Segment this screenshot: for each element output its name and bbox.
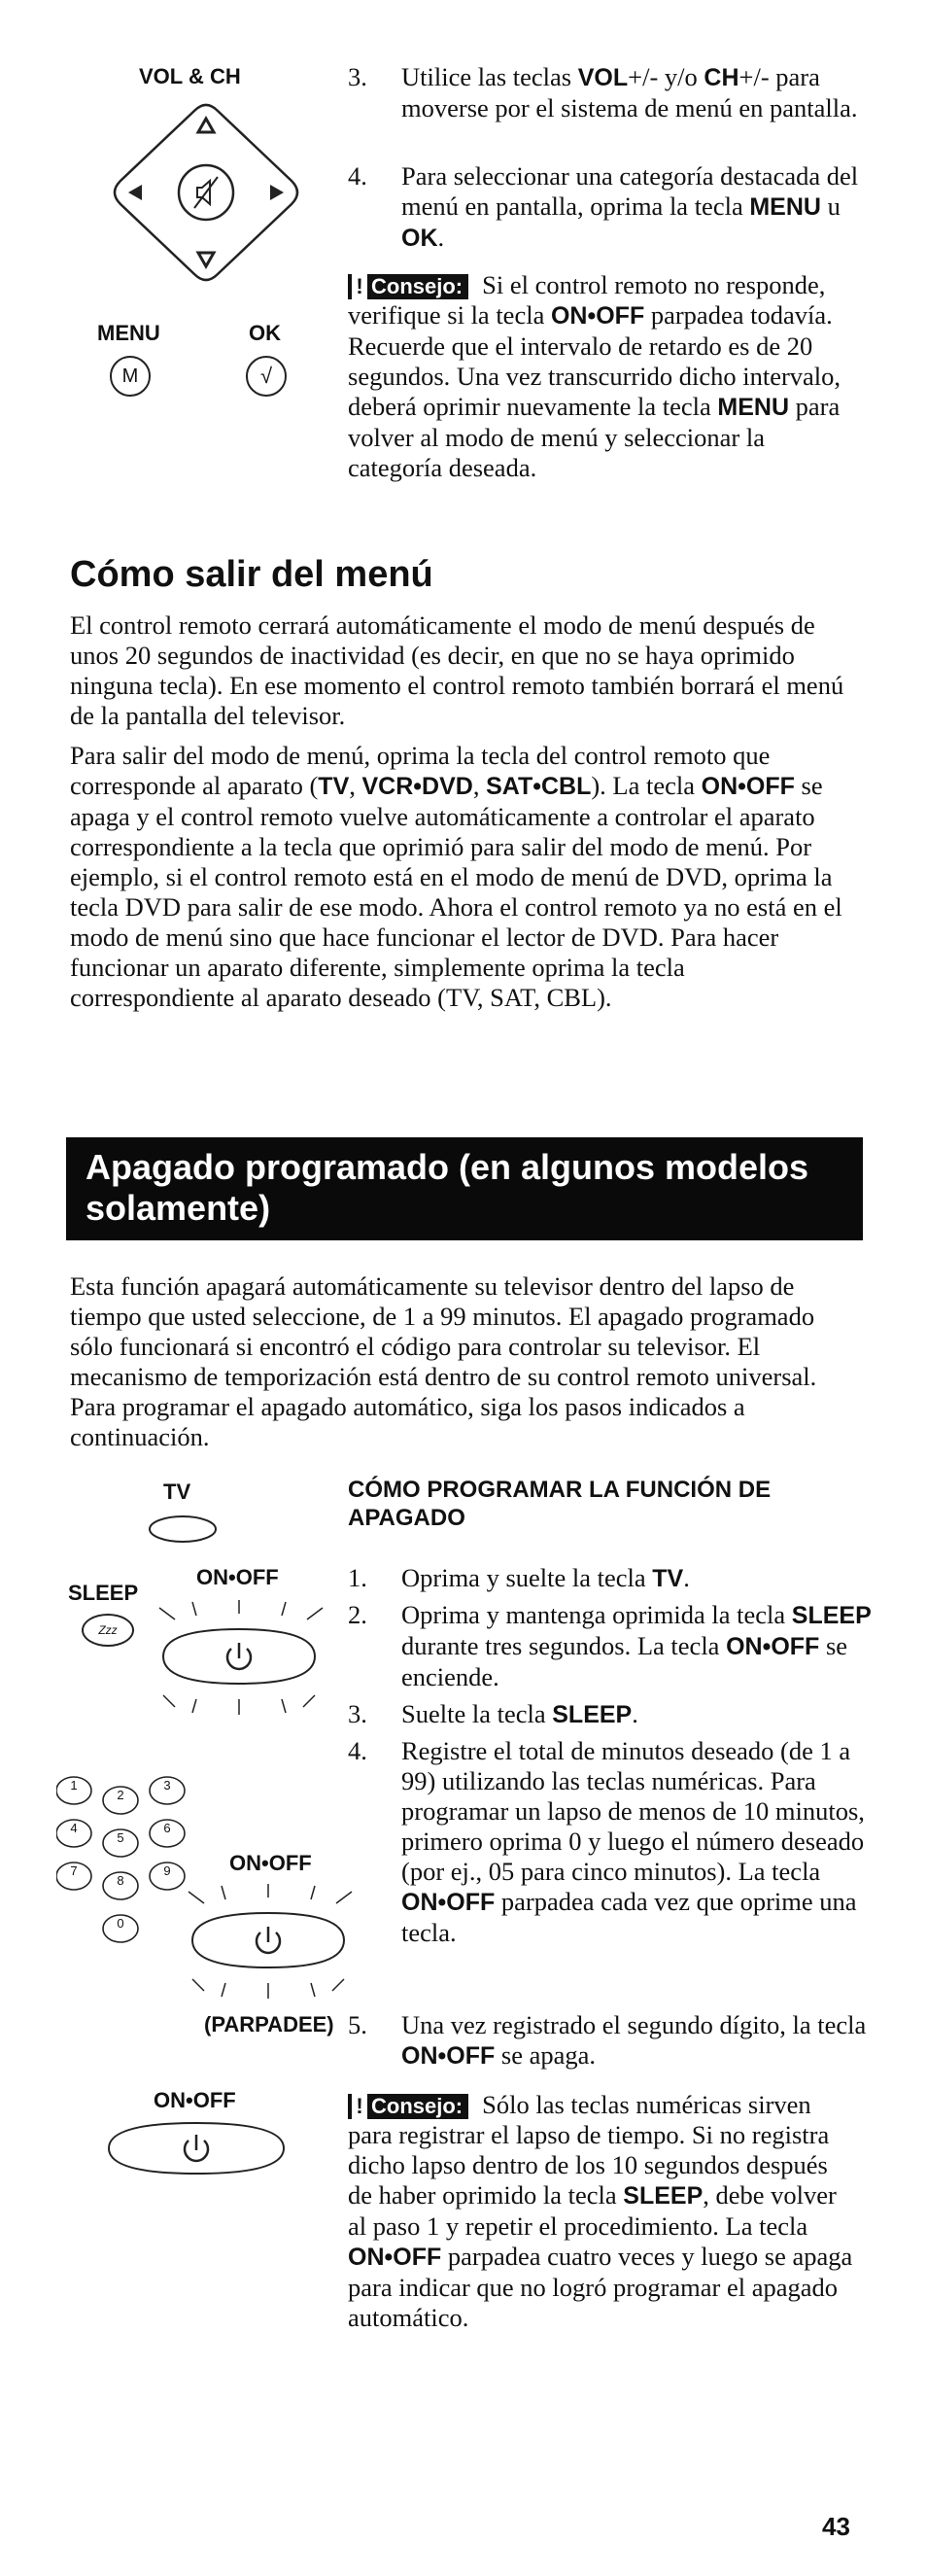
tip-text: Sólo las teclas numéricas sirven para registrar el lapso de tiempo. Si no registra dicho lapso dentro de los 10 segundos después de haber oprimido la tecla [348, 2090, 830, 2210]
sleep-key-ref: SLEEP [552, 1701, 633, 1728]
vol-ch-label: VOL & CH [139, 64, 241, 88]
power-icon [227, 1643, 251, 1669]
sleep-heading: CÓMO PROGRAMAR LA FUNCIÓN DE APAGADO [348, 1477, 772, 1531]
sleep-step-text: se enciende. [401, 1631, 848, 1691]
tip-2 [348, 2090, 853, 2333]
tip-text: parpadea cuatro veces y luego se apaga para indicar que no logró programar el apagado automático. [348, 2242, 853, 2332]
digit-key-2: 2 [117, 1788, 124, 1802]
paragraph-text: se apaga y el control remoto vuelve automáticamente a controlar el aparato correspondiente a la tecla que oprimió para salir del modo de menú. Por ejemplo, si el control remoto está en el modo de menú de DVD, oprima la tecla DVD para salir de ese modo. Ahora el control remoto ya no está en el modo de menú sino que hace funcionar el lector de DVD. Para hacer funcionar un aparato diferente, simplemente oprima la tecla correspondiente al aparato deseado (TV, SAT, CBL). [70, 771, 842, 1012]
sleep-key [82, 1614, 134, 1647]
sleep-step-text: . [683, 1563, 690, 1592]
sleep-key-ref: SLEEP [791, 1602, 872, 1629]
tip-1 [348, 270, 853, 483]
tv-label: TV [163, 1479, 191, 1504]
left-arrow-icon [128, 185, 142, 200]
tip-text: , debe volver al paso 1 y repetir el procedimiento. La tecla [348, 2180, 837, 2241]
ok-key [246, 356, 287, 397]
menu-step-4 [348, 161, 863, 259]
sleep-step-text: Oprima y mantenga oprimida la tecla [401, 1600, 792, 1629]
tip-text: Si el control remoto no responde, verifique si la tecla [348, 270, 826, 330]
onoff-key-ref: ON•OFF [401, 1889, 496, 1916]
ch-key-ref: CH [704, 64, 739, 91]
menu-step-text: Para seleccionar una categoría destacada del menú en pantalla, oprima la tecla [401, 161, 859, 221]
onoff-key-ref: ON•OFF [701, 773, 795, 800]
digit-key-4: 4 [70, 1821, 78, 1835]
vcr-dvd-key-ref: VCR•DVD [361, 773, 473, 800]
sleep-step-text: Registre el total de minutos deseado (de 1 a 99) utilizando las teclas numéricas. Para programar un lapso de menos de 10 minutos, primero oprima 0 y luego el número deseado (por ej., 05 para cinco minutos). La tecla [401, 1736, 865, 1886]
power-icon [185, 2135, 208, 2161]
menu-key [110, 356, 151, 397]
power-icon [257, 1927, 280, 1953]
sleep-step-text: Una vez registrado el segundo dígito, la tecla [401, 2010, 867, 2039]
onoff-key-ref: ON•OFF [726, 1633, 820, 1660]
vol-key-ref: VOL [577, 64, 629, 91]
sleep-intro: Esta función apagará automáticamente su televisor dentro del lapso de tiempo que usted seleccione, de 1 a 99 minutos. El apagado programado sólo funcionará si encontró el código para controlar su televisor. El mecanismo de temporización está dentro de su control remoto universal. Para programar el apagado automático, siga los pasos indicados a continuación. [70, 1271, 817, 1451]
blink-rays-bottom [192, 1979, 344, 1999]
sleep-key-ref: SLEEP [623, 2182, 704, 2210]
sleep-step-2 [348, 1600, 872, 1697]
blink-label: (PARPADEE) [204, 2012, 334, 2036]
sat-cbl-key-ref: SAT•CBL [486, 773, 592, 800]
sleep-step-1 [348, 1563, 863, 1596]
menu-step-number: 3. [348, 62, 367, 91]
onoff-key-blinking-1 [146, 1594, 340, 1721]
sleep-section-banner: Apagado programado (en algunos modelos solamente) [66, 1137, 863, 1240]
onoff-label-2: ON•OFF [229, 1851, 312, 1875]
exclamation-icon: ! [352, 274, 367, 299]
sleep-step-text: parpadea cada vez que oprime una tecla. [401, 1887, 857, 1947]
tip-text: parpadea todavía. Recuerde que el intervalo de retardo es de 20 segundos. Una vez transcurrido dicho intervalo, deberá oprimir nuevamente la tecla [348, 300, 841, 421]
page-number: 43 [822, 2512, 850, 2541]
tv-key-ref: TV [652, 1565, 684, 1592]
tip-badge [348, 274, 468, 299]
onoff-key-ref: ON•OFF [348, 2244, 442, 2271]
onoff-key-ref: ON•OFF [550, 302, 645, 330]
onoff-key-off [99, 2109, 293, 2187]
exclamation-icon: ! [352, 2094, 367, 2119]
tv-key-ref: TV [318, 773, 350, 800]
tip-badge-label: Consejo: [371, 274, 464, 298]
tip-badge [348, 2094, 468, 2119]
sleep-step-text: durante tres segundos. La tecla [401, 1631, 727, 1660]
exit-menu-body [70, 610, 847, 1023]
menu-step-text: u [820, 191, 841, 221]
menu-key-ref: MENU [717, 394, 789, 421]
menu-label: MENU [97, 321, 160, 345]
ok-key-ref: OK [401, 225, 438, 252]
sleep-zzz-icon: Zzz [98, 1623, 118, 1637]
tv-key [144, 1513, 222, 1546]
down-arrow-icon [198, 253, 214, 266]
menu-step-text: Utilice las teclas [401, 62, 578, 91]
sleep-step-3 [348, 1699, 863, 1732]
tip-text: para volver al modo de menú y seleccionar la categoría deseada. [348, 392, 841, 482]
blink-rays-top [159, 1600, 323, 1619]
digit-key-3: 3 [163, 1778, 171, 1793]
sleep-step-5 [348, 2010, 867, 2078]
right-arrow-icon [270, 185, 284, 200]
sleep-step-text: . [632, 1699, 638, 1728]
sleep-step-number: 3. [348, 1699, 367, 1728]
exit-paragraph-1: El control remoto cerrará automáticamente el modo de menú después de unos 20 segundos de inactividad (es decir, en que no se haya oprimido ninguna tecla). En ese momento el control remoto también borrará el menú de la pantalla del televisor. [70, 610, 844, 730]
onoff-label-3: ON•OFF [154, 2088, 236, 2112]
sleep-step-text: se apaga. [495, 2040, 596, 2070]
dpad-illustration [97, 97, 321, 292]
digit-key-7: 7 [70, 1863, 78, 1878]
menu-step-text: +/- para moverse por el sistema de menú en pantalla. [401, 62, 858, 122]
sleep-step-4 [348, 1736, 863, 1989]
digit-key-8: 8 [117, 1873, 124, 1888]
up-arrow-icon [198, 119, 214, 132]
mute-icon [194, 177, 218, 208]
onoff-key-blinking-2 [175, 1878, 369, 2004]
menu-step-number: 4. [348, 161, 367, 191]
sleep-step-number: 4. [348, 1736, 367, 1765]
ok-label: OK [249, 321, 281, 345]
menu-step-3 [348, 62, 863, 159]
menu-step-text: +/- y/o [628, 62, 704, 91]
exit-menu-title: Cómo salir del menú [70, 554, 433, 595]
paragraph-text: Para salir del modo de menú, oprima la tecla del control remoto que corresponde al aparato ( [70, 741, 771, 800]
sleep-step-text: Suelte la tecla [401, 1699, 553, 1728]
tip-badge-label: Consejo: [371, 2094, 464, 2118]
exit-paragraph-2: Para salir del modo de menú, oprima la tecla del control remoto que corresponde al aparato (TV, VCR•DVD, SAT•CBL). La tecla ON•OFF se apaga y el control remoto vuelve automáticamente a controlar el aparato correspondiente a la tecla que oprimió para salir del modo de menú. Por ejemplo, si el control remoto está en el modo de menú de DVD, oprima la tecla DVD para salir de ese modo. Ahora el control remoto ya no está en el modo de menú sino que hace funcionar el lector de DVD. Para hacer funcionar un aparato diferente, simplemente oprima la tecla correspondiente al aparato deseado (TV, SAT, CBL). [70, 741, 842, 1012]
digit-key-9: 9 [163, 1863, 171, 1878]
keypad-digits [56, 1775, 192, 1969]
digit-key-0: 0 [117, 1916, 124, 1931]
menu-step-text: . [437, 223, 445, 252]
digit-key-5: 5 [117, 1830, 124, 1845]
digit-key-6: 6 [163, 1821, 171, 1835]
sleep-step-number: 2. [348, 1600, 367, 1629]
sleep-step-number: 5. [348, 2010, 367, 2039]
digit-key-1: 1 [70, 1778, 78, 1793]
menu-key-glyph: M [121, 366, 139, 387]
paragraph-text: ). La tecla [591, 771, 702, 800]
blink-rays-bottom [163, 1695, 315, 1715]
sleep-step-text: Oprima y suelte la tecla [401, 1563, 653, 1592]
sleep-step-number: 1. [348, 1563, 367, 1592]
onoff-label-1: ON•OFF [196, 1565, 279, 1589]
check-icon: √ [259, 364, 273, 388]
menu-key-ref: MENU [749, 193, 821, 221]
onoff-key-ref: ON•OFF [401, 2042, 496, 2070]
sleep-label: SLEEP [68, 1581, 139, 1605]
blink-rays-top [189, 1884, 352, 1903]
